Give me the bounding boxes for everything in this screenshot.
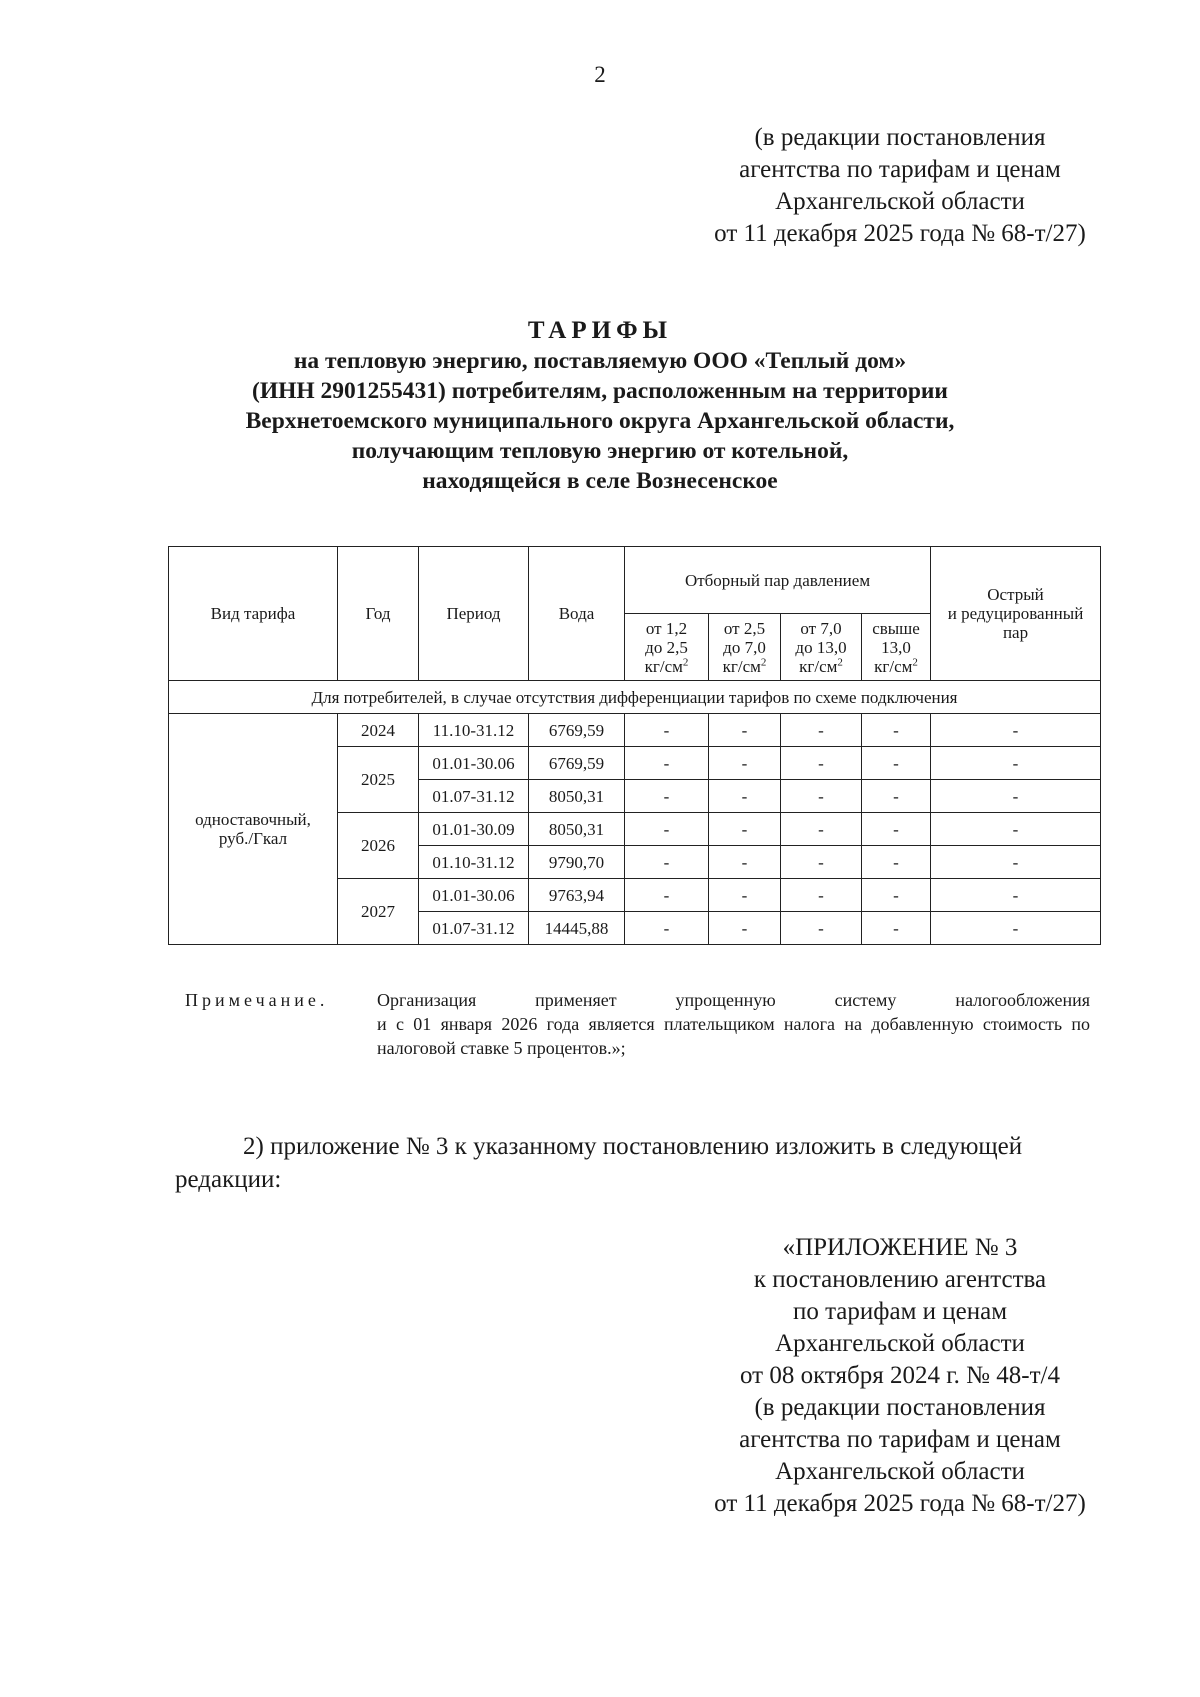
value-cell: - [931,747,1101,780]
header-sharp-steam [931,547,1101,681]
title-block [140,316,1060,496]
value-cell: - [862,912,931,945]
period-cell: 01.07-31.12 [419,912,529,945]
value-cell: - [709,780,781,813]
value-cell: - [625,747,709,780]
value-cell: - [931,912,1101,945]
value-cell: - [781,714,862,747]
appendix-line: Архангельской области [775,1458,1025,1485]
period-cell: 01.01-30.09 [419,813,529,846]
period-cell: 01.01-30.06 [419,879,529,912]
steam-col-line: до 13,0 [795,637,847,657]
header-year: Год [338,547,419,681]
subtitle-line: находящейся в селе Вознесенское [422,468,778,494]
water-cell: 6769,59 [529,714,625,747]
table-section-row [169,681,1101,714]
steam-col-line: от 7,0 [800,618,842,638]
value-cell: - [862,879,931,912]
value-cell: - [625,813,709,846]
instruction-paragraph: 2) приложение № 3 к указанному постановлению изложить в следующей редакции: [175,1133,1023,1193]
header-revision-block [600,122,1200,250]
period-cell: 01.07-31.12 [419,780,529,813]
value-cell: - [709,747,781,780]
appendix-line: Архангельской области [775,1330,1025,1357]
header-steam-col [709,614,781,681]
header-steam-col [781,614,862,681]
steam-col-exp: 2 [682,655,689,668]
header-water: Вода [529,547,625,681]
page-number: 2 [594,62,606,87]
year-cell: 2026 [338,813,419,879]
period-cell: 01.01-30.06 [419,747,529,780]
value-cell: - [709,813,781,846]
appendix-line: по тарифам и ценам [792,1298,1008,1325]
year-cell: 2024 [338,714,419,747]
value-cell: - [781,846,862,879]
period-cell: 11.10-31.12 [419,714,529,747]
table-header-row [169,547,1101,614]
value-cell: - [625,714,709,747]
steam-col-line: до 7,0 [723,637,766,657]
appendix-line: «ПРИЛОЖЕНИЕ № 3 [782,1234,1018,1261]
value-cell: - [781,912,862,945]
header-line: от 11 декабря 2025 года № 68-т/27) [714,220,1086,247]
appendix-line: к постановлению агентства [753,1266,1047,1293]
year-cell: 2027 [338,879,419,945]
value-cell: - [781,879,862,912]
value-cell: - [709,879,781,912]
header-steam-col [625,614,709,681]
section-label: Для потребителей, в случае отсутствия дифференциации тарифов по схеме подключения [169,681,1101,714]
subtitle-line: Верхнетоемского муниципального округа Архангельской области, [245,408,955,434]
tariff-name-line: руб./Гкал [218,829,288,848]
header-steam-col [862,614,931,681]
appendix-line: агентства по тарифам и ценам [739,1426,1061,1453]
header-period: Период [419,547,529,681]
value-cell: - [709,912,781,945]
document-title: ТАРИФЫ [527,317,673,344]
year-cell: 2025 [338,747,419,813]
steam-col-line: 13,0 [881,637,911,657]
steam-col-line: свыше [872,618,920,638]
steam-col-exp: 2 [760,655,767,668]
value-cell: - [709,714,781,747]
tariff-table [168,546,1101,945]
water-cell: 9790,70 [529,846,625,879]
note-line: Организация применяет упрощенную систему налогообложения [377,990,1090,1010]
value-cell: - [625,846,709,879]
value-cell: - [862,813,931,846]
value-cell: - [625,780,709,813]
value-cell: - [862,714,931,747]
appendix-header-block [600,1232,1200,1520]
tariff-name-cell [169,714,338,945]
value-cell: - [931,714,1101,747]
value-cell: - [862,846,931,879]
subtitle-line: получающим тепловую энергию от котельной, [351,438,849,464]
steam-col-line: до 2,5 [645,637,688,657]
appendix-line: от 08 октября 2024 г. № 48-т/4 [740,1362,1060,1389]
water-cell: 14445,88 [529,912,625,945]
header-line: (в редакции постановления [754,124,1046,151]
water-cell: 6769,59 [529,747,625,780]
steam-col-unit: кг/см [722,656,761,676]
water-cell: 8050,31 [529,780,625,813]
steam-col-exp: 2 [912,655,918,668]
value-cell: - [931,879,1101,912]
header-sharp-steam-line: Острый [987,585,1044,604]
value-cell: - [781,780,862,813]
steam-col-unit: кг/см [644,656,683,676]
period-cell: 01.10-31.12 [419,846,529,879]
value-cell: - [862,780,931,813]
value-cell: - [931,813,1101,846]
note-line: и с 01 января 2026 года является плательщиком налога на добавленную стоимость по налоговой ставке 5 процентов.»; [377,1014,1090,1058]
steam-col-unit: кг/см [799,656,838,676]
note-label: Примечание. [185,990,329,1010]
steam-col-line: от 2,5 [723,618,766,638]
subtitle-line: (ИНН 2901255431) потребителям, расположенным на территории [252,378,948,404]
subtitle-line: на тепловую энергию, поставляемую ООО «Теплый дом» [293,348,907,374]
value-cell: - [625,912,709,945]
header-sharp-steam-line: и редуцированный [947,604,1084,623]
value-cell: - [931,780,1101,813]
appendix-line: от 11 декабря 2025 года № 68-т/27) [714,1490,1086,1517]
header-line: агентства по тарифам и ценам [739,156,1061,183]
water-cell: 9763,94 [529,879,625,912]
value-cell: - [781,813,862,846]
tariff-name-line: одноставочный, [195,810,311,829]
header-steam-group: Отборный пар давлением [625,547,931,614]
value-cell: - [862,747,931,780]
table-row [169,714,1101,747]
note-text [377,988,1090,1060]
steam-col-exp: 2 [837,655,843,668]
header-tariff-type: Вид тарифа [169,547,338,681]
steam-col-unit: кг/см [874,656,913,676]
steam-col-line: от 1,2 [645,618,688,638]
header-sharp-steam-line: пар [1002,623,1029,642]
value-cell: - [709,846,781,879]
water-cell: 8050,31 [529,813,625,846]
value-cell: - [931,846,1101,879]
header-line: Архангельской области [775,188,1025,215]
value-cell: - [625,879,709,912]
appendix-line: (в редакции постановления [754,1394,1046,1421]
value-cell: - [781,747,862,780]
